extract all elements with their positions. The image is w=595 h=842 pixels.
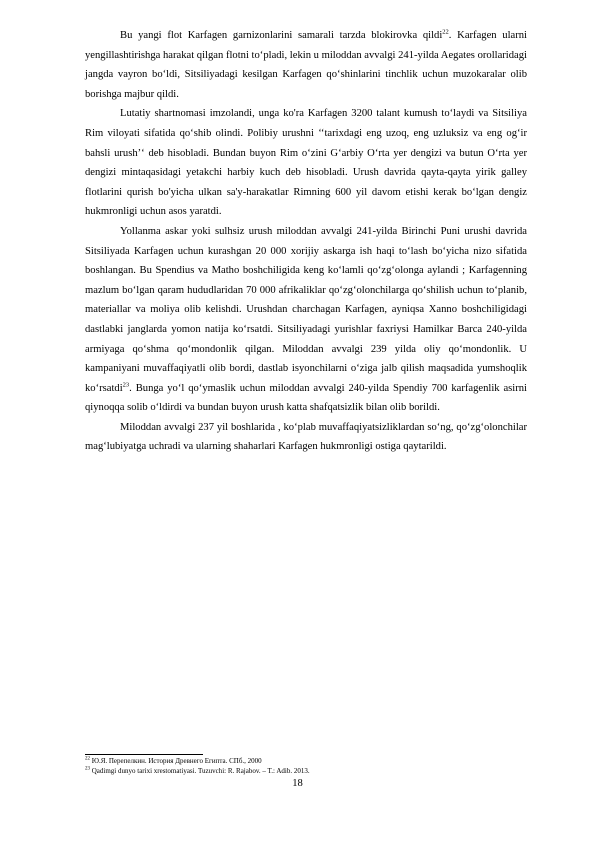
page-number: 18 (292, 778, 303, 789)
footnote-23-number: 23 (85, 766, 90, 772)
footnote-22-number: 22 (85, 756, 90, 762)
paragraph-3 (85, 222, 527, 418)
paragraph-3-continuation: . Bunga yo‘l qo‘ymaslik uchun miloddan avvalgi 240-yilda Spendiy 700 karfagenlik asirni qiynoqqa solib o‘ldirdi va bundan buyon urush katta shafqatsizlik bilan olib borildi. (85, 382, 527, 414)
footnote-divider (85, 754, 203, 755)
footnote-22 (85, 757, 527, 767)
footnote-23-text: Qadimgi dunyo tarixi xrestomatiyasi. Tuzuvchi: R. Rajabov. – T.: Adib. 2013. (91, 766, 310, 775)
paragraph-4: Miloddan avvalgi 237 yil boshlarida , ko‘plab muvaffaqiyatsizliklardan so‘ng, qo‘zg‘olonchilar mag‘lubiyatga uchradi va ularning shaharlari Karfagen hukmronligi ostiga qaytarildi. (85, 421, 527, 453)
paragraph-1 (85, 26, 527, 104)
paragraph-2: Lutatiy shartnomasi imzolandi, unga ko'ra Karfagen 3200 talant kumush to‘laydi va Sitsiliya Rim viloyati sifatida qo‘shib olindi. Polibiy urushni ‘‘tarixdagi eng uzoq, eng uzluksiz va eng og‘ir bahsli urush’‘ deb hisobladi. Bundan buyon Rim o‘zini G‘arbiy O‘rta yer dengizi va butun O‘rta yer dengizi mintaqasidagi yetakchi harbiy kuch deb hisobladi. Urush davrida qayta-qayta yirik galley flotlarini qurish bo'yicha ulkan sa'y-harakatlar Rimning 600 yil davom etishi kerak bo‘lgan dengiz hukmronligi uchun asos yaratdi. (85, 108, 527, 218)
paragraph-1-continuation: . Karfagen ularni yengillashtirishga harakat qilgan flotni to‘pladi, lekin u miloddan avvalgi 241-yilda Aegates orollaridagi jangda vayron bo‘ldi, Sitsiliyadagi kesilgan Karfagen qo‘shinlarini tinchlik uchun muzokaralar olib borishga majbur qildi. (85, 30, 528, 100)
footnote-ref-23[interactable]: 23 (122, 381, 130, 389)
footnote-23 (85, 767, 527, 777)
paragraph-1-text: Bu yangi flot Karfagen garnizonlarini samarali tarzda blokirovka qildi (120, 30, 443, 41)
paragraph-3-text: Yollanma askar yoki sulhsiz urush miloddan avvalgi 241-yilda Birinchi Puni urushi davrida Sitsiliyada Karfagen uchun kurashgan 20 000 xorijiy askarga ish haqi to‘lash bo‘yicha nizo sifatida boshlangan. Bu Spendius va Matho boshchiligida keng ko‘lamli qo‘zg‘olonga aylandi ; Karfagenning mazlum bo‘lgan qaram hududlaridan 70 000 afrikaliklar qo‘zg‘olonchilarga qo‘shilish uchun to‘planib, materiallar va moliya olib kelishdi. Urushdan charchagan Karfagen, ayniqsa Xanno boshchiligidagi dastlabki janglarda yomon natija ko‘rsatdi. Sitsiliyadagi yurishlar faxriysi Hamilkar Barca 240-yilda armiyaga qo‘shma qo‘mondonlik qilgan. Miloddan avvalgi 239 yilda oliy qo‘mondonlik. U kampaniyani muvaffaqiyatli olib bordi, dastlab isyonchilarni o‘ziga jalb qilish maqsadida yumshoqlik ko‘rsatdi (85, 225, 527, 394)
footnote-22-text: Ю.Я. Перепелкин. История Древнего Египта. СПб., 2000 (91, 757, 262, 765)
footnote-ref-22[interactable]: 22 (442, 28, 449, 36)
footnotes-section (85, 754, 527, 776)
document-body (85, 26, 527, 457)
